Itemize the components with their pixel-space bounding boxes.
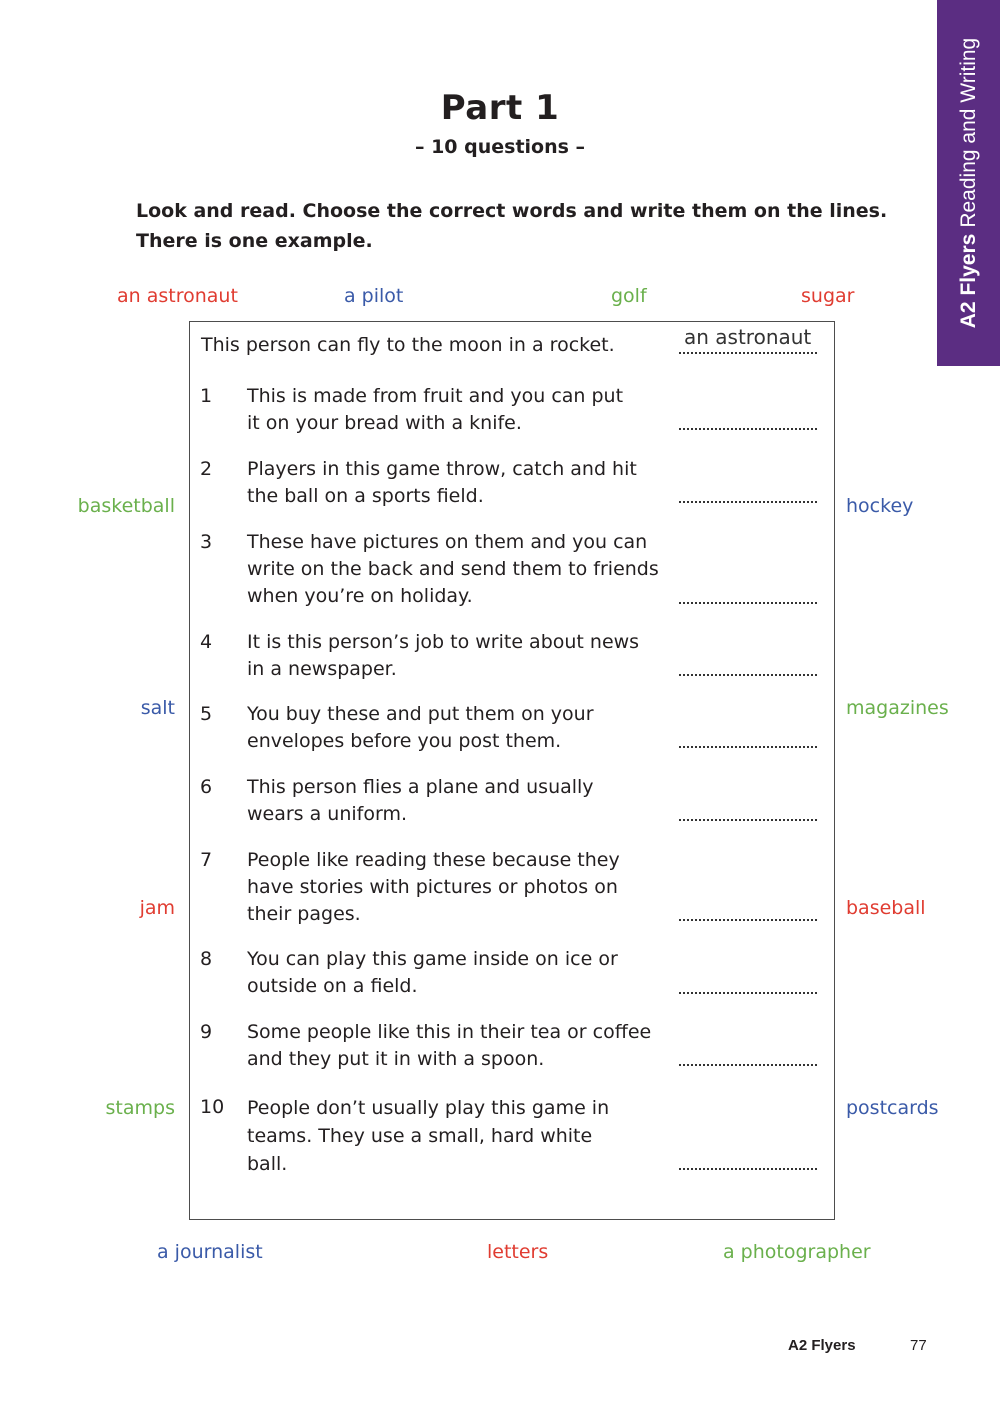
word-baseball[interactable]: baseball [846, 897, 926, 919]
footer-label: A2 Flyers [788, 1337, 856, 1354]
question-line: Players in this game throw, catch and hit [247, 458, 637, 480]
question-text [247, 629, 667, 683]
word-a-pilot[interactable]: a pilot [344, 285, 404, 307]
instructions [136, 196, 926, 256]
question-text [247, 701, 667, 755]
side-tab-level: A2 Flyers [956, 233, 980, 329]
answer-line-10[interactable] [679, 1168, 817, 1170]
word-basketball[interactable]: basketball [77, 495, 175, 517]
word-jam[interactable]: jam [139, 897, 175, 919]
question-number: 10 [200, 1096, 225, 1118]
word-postcards[interactable]: postcards [846, 1097, 939, 1119]
question-line: when you’re on holiday. [247, 585, 473, 607]
page-title: Part 1 [440, 88, 560, 128]
question-text [247, 1094, 667, 1178]
answer-line-9[interactable] [679, 1064, 817, 1066]
side-tab-section: Reading and Writing [956, 37, 980, 228]
question-line: write on the back and send them to friends [247, 558, 659, 580]
word-an-astronaut[interactable]: an astronaut [117, 285, 238, 307]
question-number: 6 [200, 776, 213, 798]
question-text [247, 946, 667, 1000]
answer-line-2[interactable] [679, 501, 817, 503]
word-hockey[interactable]: hockey [846, 495, 914, 517]
question-line: These have pictures on them and you can [247, 531, 648, 553]
instruction-line-2: There is one example. [136, 230, 373, 252]
question-number: 1 [200, 385, 213, 407]
question-line: it on your bread with a knife. [247, 412, 522, 434]
word-salt[interactable]: salt [140, 697, 175, 719]
question-line: ball. [247, 1153, 288, 1175]
question-line: Some people like this in their tea or coffee [247, 1021, 652, 1043]
question-line: envelopes before you post them. [247, 730, 562, 752]
question-line: People like reading these because they [247, 849, 620, 871]
question-line: You buy these and put them on your [247, 703, 594, 725]
word-a-photographer[interactable]: a photographer [723, 1241, 871, 1263]
example-question: This person can fly to the moon in a rocket. [201, 334, 615, 356]
question-number: 7 [200, 849, 213, 871]
question-line: have stories with pictures or photos on [247, 876, 618, 898]
question-line: wears a uniform. [247, 803, 408, 825]
example-answer-line [679, 352, 817, 354]
question-number: 9 [200, 1021, 213, 1043]
question-text [247, 847, 667, 928]
question-line: teams. They use a small, hard white [247, 1125, 593, 1147]
answer-line-1[interactable] [679, 428, 817, 430]
question-number: 8 [200, 948, 213, 970]
question-line: and they put it in with a spoon. [247, 1048, 545, 1070]
word-sugar[interactable]: sugar [801, 285, 855, 307]
question-line: the ball on a sports field. [247, 485, 484, 507]
instruction-line-1: Look and read. Choose the correct words and write them on the lines. [136, 200, 888, 222]
answer-line-8[interactable] [679, 992, 817, 994]
question-line: This person flies a plane and usually [247, 776, 594, 798]
example-answer: an astronaut [684, 325, 812, 349]
question-line: in a newspaper. [247, 658, 397, 680]
word-letters[interactable]: letters [487, 1241, 549, 1263]
side-tab-label [957, 38, 981, 328]
word-stamps[interactable]: stamps [105, 1097, 175, 1119]
word-magazines[interactable]: magazines [846, 697, 949, 719]
question-number: 2 [200, 458, 213, 480]
word-golf[interactable]: golf [611, 285, 647, 307]
question-line: This is made from fruit and you can put [247, 385, 624, 407]
question-number: 3 [200, 531, 213, 553]
answer-line-4[interactable] [679, 674, 817, 676]
answer-line-7[interactable] [679, 919, 817, 921]
question-text [247, 1019, 667, 1073]
side-tab [937, 0, 1000, 366]
page-number: 77 [910, 1337, 927, 1354]
question-line: their pages. [247, 903, 361, 925]
question-number: 5 [200, 703, 213, 725]
question-line: outside on a field. [247, 975, 418, 997]
answer-line-5[interactable] [679, 746, 817, 748]
answer-line-3[interactable] [679, 602, 817, 604]
question-number: 4 [200, 631, 213, 653]
question-text [247, 456, 667, 510]
question-line: You can play this game inside on ice or [247, 948, 618, 970]
question-line: It is this person’s job to write about news [247, 631, 640, 653]
question-text [247, 774, 667, 828]
question-text [247, 529, 667, 610]
page-subtitle: – 10 questions – [414, 136, 586, 158]
word-a-journalist[interactable]: a journalist [157, 1241, 263, 1263]
answer-line-6[interactable] [679, 819, 817, 821]
question-line: People don’t usually play this game in [247, 1097, 610, 1119]
question-text [247, 383, 667, 437]
